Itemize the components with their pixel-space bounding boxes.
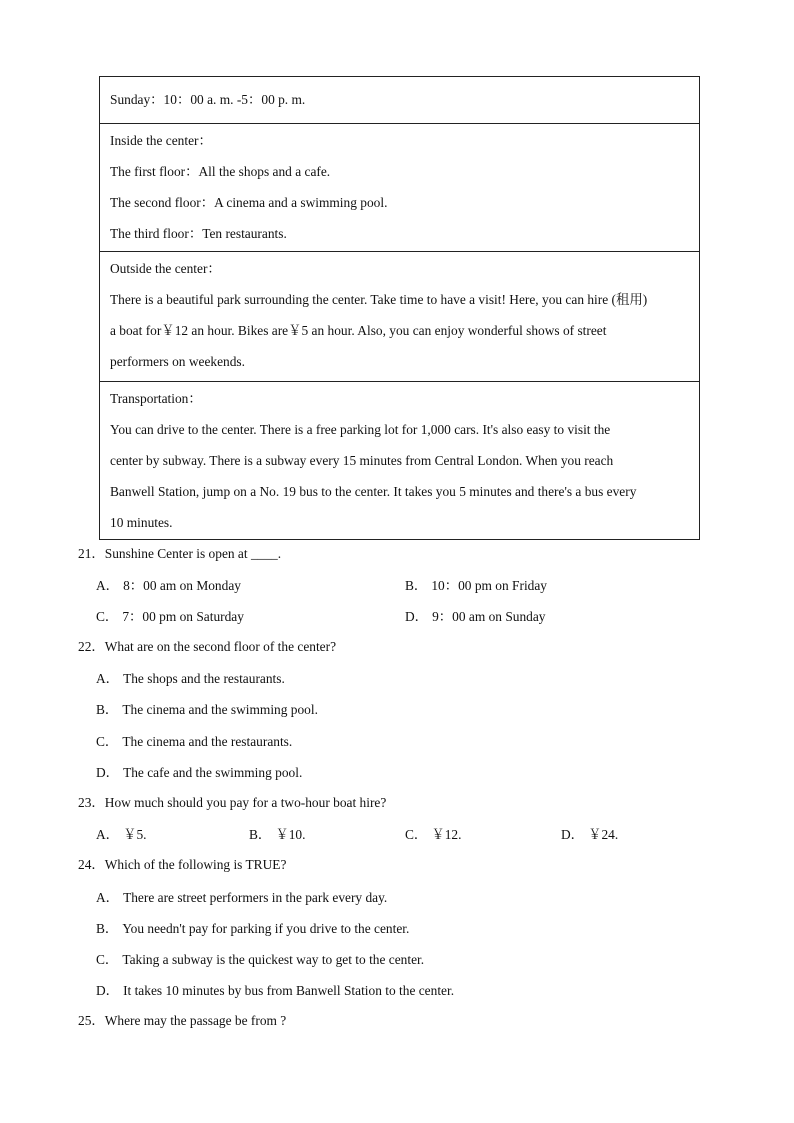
inside-center-cell [100, 124, 700, 252]
option-letter: B． [249, 827, 272, 842]
option-letter: A． [96, 578, 120, 593]
q21-option-a[interactable] [96, 575, 241, 594]
floor-line: The second floor：A cinema and a swimming pool. [110, 195, 388, 210]
question-number: 21． [78, 546, 105, 561]
outside-text-line: There is a beautiful park surrounding the center. Take time to have a visit! Here, you can hire (租用) [110, 292, 648, 307]
question-21 [78, 544, 281, 564]
option-text: The cinema and the restaurants. [122, 734, 293, 749]
question-number: 22． [78, 639, 105, 654]
question-23 [78, 793, 386, 813]
option-text: The shops and the restaurants. [123, 671, 285, 686]
question-stem: Which of the following is TRUE? [104, 857, 287, 872]
option-letter: C． [405, 827, 428, 842]
option-letter: D． [405, 609, 429, 624]
transport-text-line: 10 minutes. [110, 515, 173, 531]
option-letter: C． [96, 734, 119, 749]
option-letter: A． [96, 827, 120, 842]
question-number: 25． [78, 1013, 105, 1028]
transportation-cell [100, 381, 700, 540]
option-text: The cinema and the swimming pool. [122, 702, 318, 717]
option-letter: A． [96, 890, 120, 905]
q23-option-b[interactable] [249, 824, 305, 843]
option-letter: C． [96, 952, 119, 967]
option-text: ￥24. [588, 827, 619, 842]
option-letter: A． [96, 671, 120, 686]
transport-heading: Transportation： [110, 390, 202, 406]
option-text: 9：00 am on Sunday [432, 609, 546, 624]
q21-option-c[interactable] [96, 606, 244, 625]
question-stem: What are on the second floor of the center? [104, 639, 337, 654]
option-letter: B． [96, 702, 119, 717]
q22-option-b[interactable] [96, 699, 318, 718]
transport-text-line: Banwell Station, jump on a No. 19 bus to the center. It takes you 5 minutes and there's a bus every [110, 484, 637, 500]
question-number: 23． [78, 795, 105, 810]
option-letter: D． [561, 827, 585, 842]
q24-option-c[interactable] [96, 949, 424, 968]
option-text: You needn't pay for parking if you drive to the center. [122, 921, 410, 936]
transport-text-line: center by subway. There is a subway every 15 minutes from Central London. When you reach [110, 452, 614, 468]
q23-option-a[interactable] [96, 824, 147, 843]
floor-line: The third floor：Ten restaurants. [110, 226, 287, 241]
option-text: 10：00 pm on Friday [431, 578, 548, 593]
q21-option-b[interactable] [405, 575, 547, 594]
transport-text-line: You can drive to the center. There is a free parking lot for 1,000 cars. It's also easy to visit the [110, 421, 611, 437]
option-text: ￥12. [431, 827, 462, 842]
q21-option-d[interactable] [405, 606, 546, 625]
question-stem: Sunshine Center is open at ____. [104, 546, 282, 561]
inside-heading: Inside the center： [110, 133, 212, 148]
question-number: 24． [78, 857, 105, 872]
option-text: 7：00 pm on Saturday [122, 609, 244, 624]
question-stem: How much should you pay for a two-hour boat hire? [104, 795, 387, 810]
option-text: Taking a subway is the quickest way to get to the center. [122, 952, 425, 967]
sunday-hours: Sunday：10：00 a. m. -5：00 p. m. [110, 92, 306, 107]
option-letter: D． [96, 765, 120, 780]
option-letter: C． [96, 609, 119, 624]
question-22 [78, 637, 336, 657]
q23-option-d[interactable] [561, 824, 618, 843]
option-text: ￥5. [123, 827, 147, 842]
option-letter: B． [405, 578, 428, 593]
option-letter: D． [96, 983, 120, 998]
hours-cell [100, 77, 700, 124]
outside-heading: Outside the center： [110, 261, 221, 276]
q24-option-d[interactable] [96, 980, 454, 999]
q22-option-a[interactable] [96, 668, 285, 687]
q24-option-b[interactable] [96, 918, 409, 937]
question-24 [78, 855, 286, 875]
info-table [99, 76, 700, 540]
option-text: 8：00 am on Monday [123, 578, 241, 593]
q22-option-c[interactable] [96, 731, 292, 750]
option-letter: B． [96, 921, 119, 936]
q24-option-a[interactable] [96, 887, 387, 906]
q22-option-d[interactable] [96, 762, 302, 781]
outside-text-line: a boat for￥12 an hour. Bikes are￥5 an hour. Also, you can enjoy wonderful shows of street [110, 323, 607, 339]
outside-text-line: performers on weekends. [110, 354, 245, 370]
option-text: It takes 10 minutes by bus from Banwell Station to the center. [123, 983, 455, 998]
option-text: ￥10. [275, 827, 306, 842]
question-25 [78, 1011, 286, 1031]
question-stem: Where may the passage be from ? [104, 1013, 287, 1028]
outside-center-cell [100, 252, 700, 382]
option-text: The cafe and the swimming pool. [123, 765, 303, 780]
option-text: There are street performers in the park every day. [123, 890, 388, 905]
q23-option-c[interactable] [405, 824, 461, 843]
floor-line: The first floor：All the shops and a cafe. [110, 164, 331, 179]
